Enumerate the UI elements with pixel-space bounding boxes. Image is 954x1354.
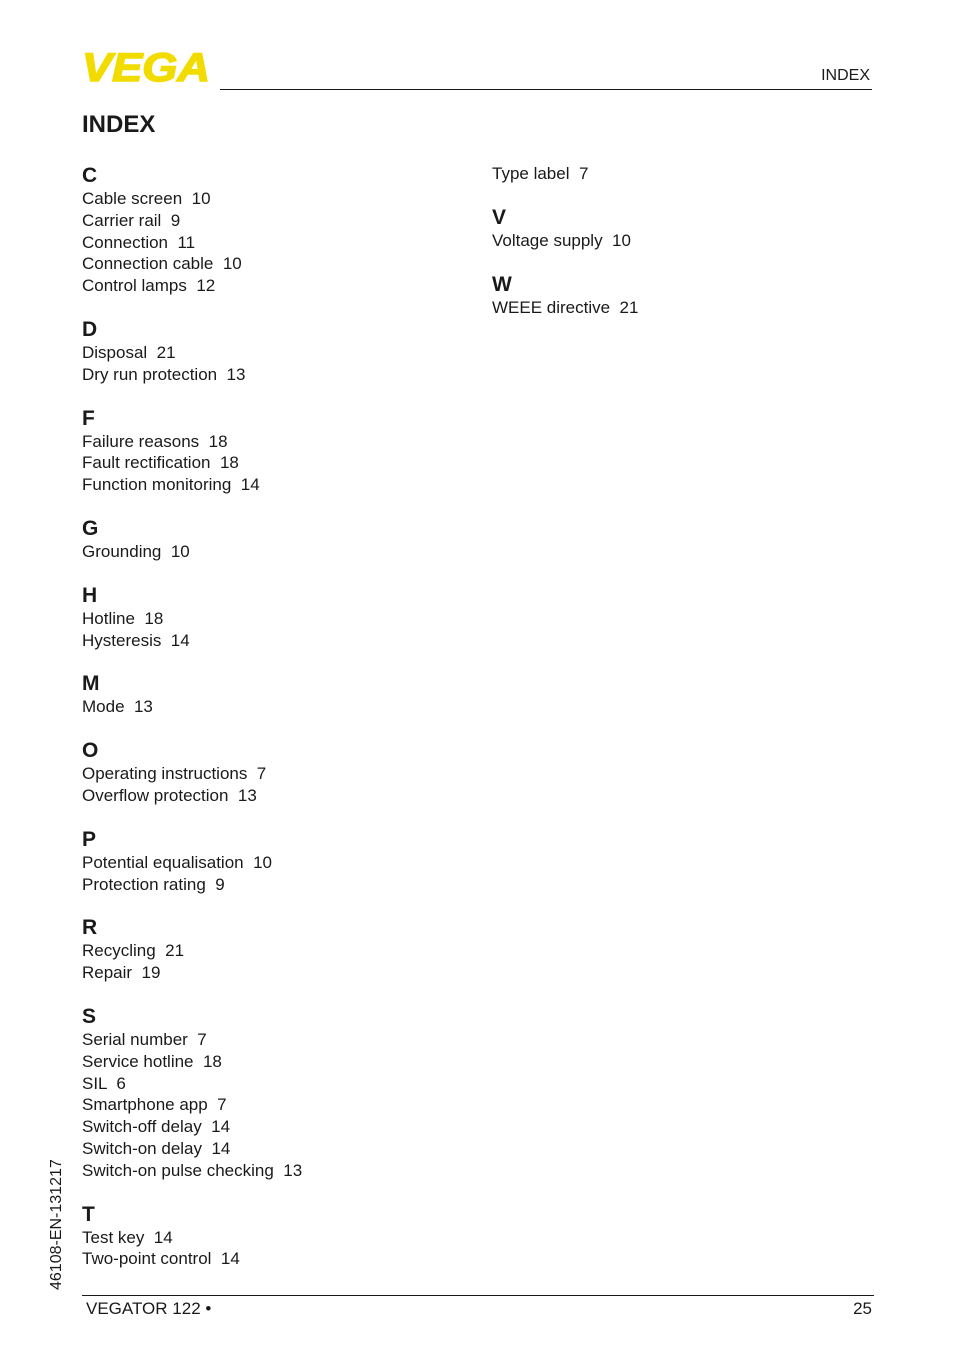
index-section (82, 583, 462, 652)
index-letter-heading: M (82, 672, 100, 696)
svg-text:VEGA: VEGA (82, 50, 210, 83)
index-letter-heading: T (82, 1202, 95, 1226)
index-letter-heading: D (82, 317, 98, 341)
index-entry: Switch-on pulse checking 13 (82, 1160, 303, 1180)
index-entry: WEEE directive 21 (492, 297, 639, 317)
index-section (82, 406, 462, 496)
index-section (82, 671, 462, 718)
index-section (82, 516, 462, 563)
index-entry: Switch-off delay 14 (82, 1117, 231, 1137)
index-letter-heading: F (82, 406, 95, 430)
index-entry: Grounding 10 (82, 541, 190, 561)
index-letter-heading: C (82, 164, 98, 187)
index-entry: Smartphone app 7 (82, 1095, 227, 1115)
index-entry: Hotline 18 (82, 608, 164, 628)
index-entry: Function monitoring 14 (82, 475, 260, 495)
index-column-right (492, 163, 872, 338)
vega-logo (82, 50, 212, 83)
index-entry: Protection rating 9 (82, 874, 225, 894)
index-entry: Connection 11 (82, 232, 196, 252)
document-code: 46108-EN-131217 (48, 1159, 65, 1290)
index-entry: Service hotline 18 (82, 1051, 222, 1071)
index-section (82, 163, 462, 297)
index-entry: Test key 14 (82, 1227, 173, 1247)
index-section (82, 738, 462, 807)
index-letter-heading: G (82, 516, 99, 540)
index-entry: Voltage supply 10 (492, 230, 631, 250)
page-title: INDEX (82, 111, 156, 138)
index-section (492, 205, 872, 252)
index-entry: Serial number 7 (82, 1029, 207, 1049)
index-entry: Recycling 21 (82, 941, 185, 961)
index-entry: Potential equalisation 10 (82, 852, 272, 872)
index-entry: Mode 13 (82, 697, 153, 717)
index-entry: Two-point control 14 (82, 1249, 240, 1269)
index-entry: Repair 19 (82, 963, 161, 983)
index-letter-heading: H (82, 583, 98, 607)
index-entry: Carrier rail 9 (82, 210, 181, 230)
header-section-label: INDEX (821, 67, 870, 84)
index-entry: Hysteresis 14 (82, 630, 190, 650)
index-entry: Type label 7 (492, 164, 589, 183)
index-section (82, 317, 462, 386)
index-entry: Disposal 21 (82, 342, 176, 362)
index-section (82, 915, 462, 984)
index-letter-heading: R (82, 916, 98, 940)
index-entry: Control lamps 12 (82, 276, 216, 296)
index-letter-heading: W (492, 272, 512, 296)
page-number: 25 (853, 1299, 872, 1318)
index-letter-heading: S (82, 1004, 97, 1028)
index-entry: Connection cable 10 (82, 254, 242, 274)
index-column-left (82, 163, 462, 1290)
index-entry: SIL 6 (82, 1073, 126, 1093)
footer-rule (82, 1295, 874, 1296)
header-rule (220, 89, 872, 90)
footer-product: VEGATOR 122 • (86, 1299, 212, 1318)
index-entry: Failure reasons 18 (82, 431, 228, 451)
index-section (82, 827, 462, 896)
index-entry: Cable screen 10 (82, 189, 211, 208)
index-entry: Dry run protection 13 (82, 364, 246, 384)
index-entry: Switch-on delay 14 (82, 1138, 231, 1158)
index-letter-heading: P (82, 827, 97, 851)
index-section (492, 163, 872, 185)
index-section (82, 1004, 462, 1182)
index-letter-heading: V (492, 205, 507, 229)
index-section (492, 272, 872, 319)
index-entry: Operating instructions 7 (82, 764, 267, 784)
index-entry: Fault rectification 18 (82, 453, 239, 473)
index-letter-heading: O (82, 739, 99, 763)
index-section (82, 1202, 462, 1271)
index-entry: Overflow protection 13 (82, 785, 257, 805)
